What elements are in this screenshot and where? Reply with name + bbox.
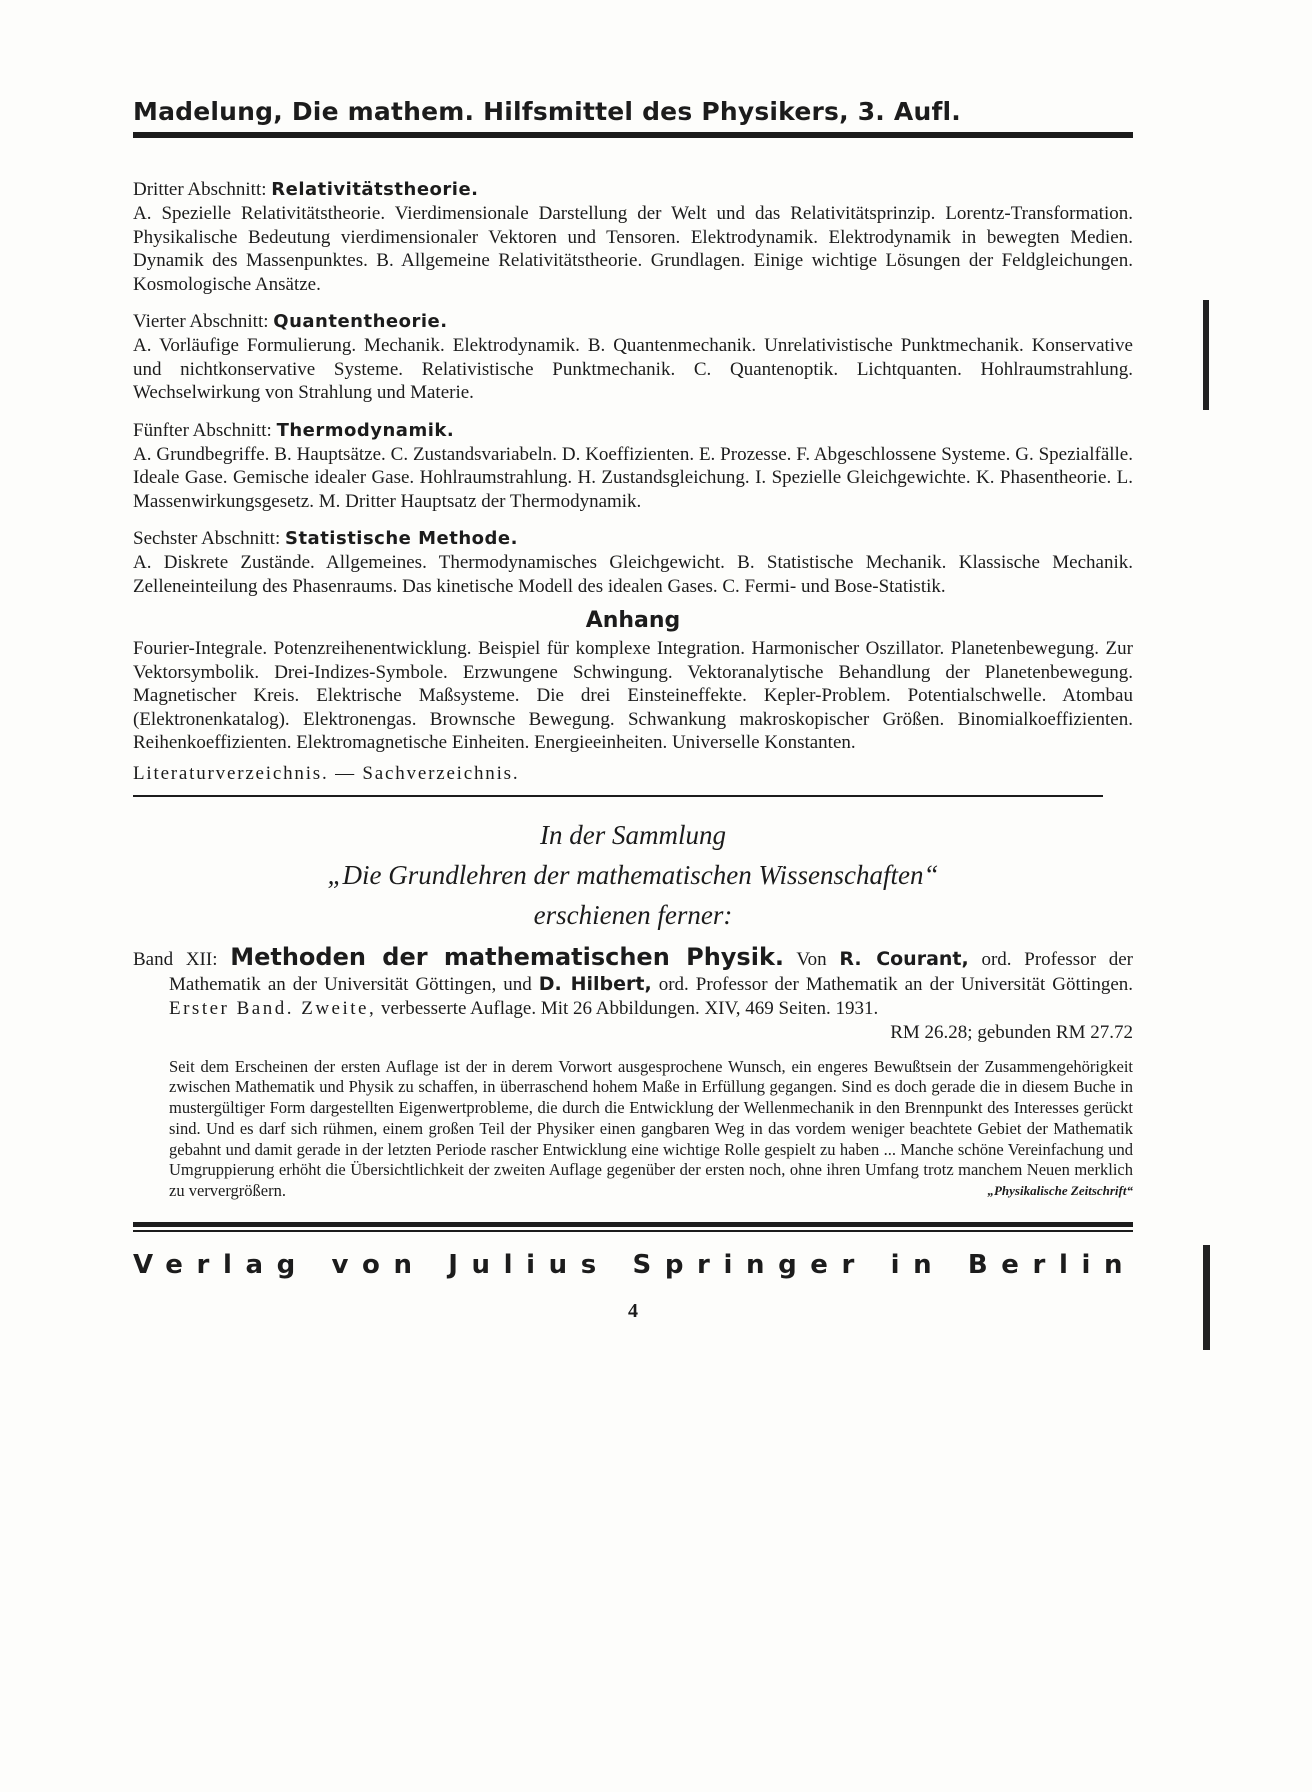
edition-note: Erster Band. Zweite, <box>169 997 377 1019</box>
section-body: A. Grundbegriffe. B. Hauptsätze. C. Zustandsvariabeln. D. Koeffizienten. E. Prozesse. F. Abgeschlossene Systeme. G. Spezialfälle. Ideale Gase. Gemische idealer Gase. Hohlraumstrahlung. H. Zustandsgleichung. I. Spezielle Gleichgewichte. K. Phasentheorie. L. Massenwirkungsgesetz. M. Dritter Hauptsatz der Thermodynamik. <box>133 443 1133 512</box>
band-label: Band XII: <box>133 948 218 970</box>
section-label: Sechster Abschnitt: <box>133 528 281 549</box>
author-courant-desc: ord. Professor der Mathematik an der Universität Göttingen, und <box>169 948 1133 995</box>
author-hilbert-desc: ord. Professor der Mathematik an der Universität Göttingen. <box>658 973 1134 995</box>
collection-heading <box>133 815 1133 935</box>
section-statistics <box>133 527 1133 598</box>
section-label: Vierter Abschnitt: <box>133 311 269 332</box>
book-details: verbesserte Auflage. Mit 26 Abbildungen. XIV, 469 Seiten. 1931. <box>380 997 879 1019</box>
book-title: Methoden der mathematischen Physik. <box>230 942 785 971</box>
appendix-heading: Anhang <box>585 608 681 633</box>
section-title: Statistische Methode. <box>284 528 518 549</box>
collection-line-1: In der Sammlung <box>540 819 726 850</box>
footer-rule <box>133 1222 1133 1232</box>
scan-mark <box>1203 1245 1210 1350</box>
page-number: 4 <box>628 1300 638 1323</box>
appendix-body: Fourier-Integrale. Potenzreihenentwicklung. Beispiel für komplexe Integration. Harmonischer Oszillator. Planetenbewegung. Zur Vektorsymbolik. Drei-Indizes-Symbole. Erzwungene Schwingung. Vektoranalytische Behandlung der Planetenbewegung. Magnetischer Kreis. Elektrische Maßsysteme. Die drei Einsteineffekte. Kepler-Problem. Potentialschwelle. Atombau (Elektronenkatalog). Elektronengas. Brownsche Bewegung. Schwankung makroskopischer Größen. Binomialkoeffizienten. Reihenkoeffizienten. Elektromagnetische Einheiten. Energieeinheiten. Universelle Konstanten. <box>133 638 1133 753</box>
review-source: „Physikalische Zeitschrift“ <box>987 1183 1133 1199</box>
divider-rule <box>133 795 1103 797</box>
literature-line: Literaturverzeichnis. — Sachverzeichnis. <box>133 762 520 784</box>
scan-mark <box>1203 300 1209 410</box>
author-courant: R. Courant, <box>839 947 969 970</box>
collection-line-3: erschienen ferner: <box>533 899 733 930</box>
book-entry <box>133 942 1134 1203</box>
page <box>133 95 1137 1323</box>
section-title: Thermodynamik. <box>276 419 455 441</box>
page-header-title: Madelung, Die mathem. Hilfsmittel des Physikers, 3. Aufl. <box>133 97 961 126</box>
section-relativity <box>133 178 1133 296</box>
section-body: A. Spezielle Relativitätstheorie. Vierdimensionale Darstellung der Welt und das Relativitätsprinzip. Lorentz-Transformation. Physikalische Bedeutung vierdimensionaler Vektoren und Tensoren. Elektrodynamik. Elektrodynamik in bewegten Medien. Dynamik des Massenpunktes. B. Allgemeine Relativitätstheorie. Grundlagen. Einige wichtige Lösungen der Feldgleichungen. Kosmologische Ansätze. <box>133 203 1133 295</box>
book-review <box>133 1057 1133 1203</box>
section-quantum <box>133 310 1133 405</box>
section-thermodynamics <box>133 419 1133 514</box>
author-hilbert: D. Hilbert, <box>538 972 652 995</box>
section-label: Fünfter Abschnitt: <box>133 419 272 441</box>
section-label: Dritter Abschnitt: <box>133 179 267 200</box>
section-body: A. Diskrete Zustände. Allgemeines. Thermodynamisches Gleichgewicht. B. Statistische Mechanik. Klassische Mechanik. Zelleneinteilung des Phasenraums. Das kinetische Modell des idealen Gases. C. Fermi- und Bose-Statistik. <box>133 552 1133 597</box>
review-text: Seit dem Erscheinen der ersten Auflage ist der in derem Vorwort ausgesprochene Wunsch, ein engeres Bewußtsein der Zusammengehörigkeit zwischen Mathematik und Physik zu schaffen, in überraschend hohem Maße in Erfüllung gegangen. Sind es doch gerade die in diesem Buche in mustergültiger Form dargestellten Eigenwertprobleme, die durch die Entwicklung der Wellenmechanik in den Brennpunkt des Interesses gerückt sind. Und es darf sich rühmen, einem großen Teil der Physiker einen gangbaren Weg in das vordem weniger beachtete Gebiet der Mathematik gebahnt und damit gerade in der letzten Periode rascher Entwicklung eine wichtige Rolle gespielt zu haben ... Manche schöne Vereinfachung und Umgruppierung erhöht die Übersichtlichkeit der zweiten Auflage gegenüber der ersten noch, ohne ihren Umfang trotz manchem Neuen merklich zu ververgrößern. <box>169 1056 1133 1201</box>
collection-line-2: „Die Grundlehren der mathematischen Wissenschaften“ <box>327 859 939 890</box>
book-price: RM 26.28; gebunden RM 27.72 <box>890 1021 1133 1043</box>
section-title: Quantentheorie. <box>273 311 448 332</box>
section-body: A. Vorläufige Formulierung. Mechanik. Elektrodynamik. B. Quantenmechanik. Unrelativistische Punktmechanik. Konservative und nichtkonservative Systeme. Relativistische Punktmechanik. C. Quantenoptik. Lichtquanten. Hohlraumstrahlung. Wechselwirkung von Strahlung und Materie. <box>133 335 1133 403</box>
publisher-line: Verlag von Julius Springer in Berlin <box>133 1250 1137 1281</box>
section-title: Relativitätstheorie. <box>271 179 479 200</box>
von-label: Von <box>796 948 827 970</box>
